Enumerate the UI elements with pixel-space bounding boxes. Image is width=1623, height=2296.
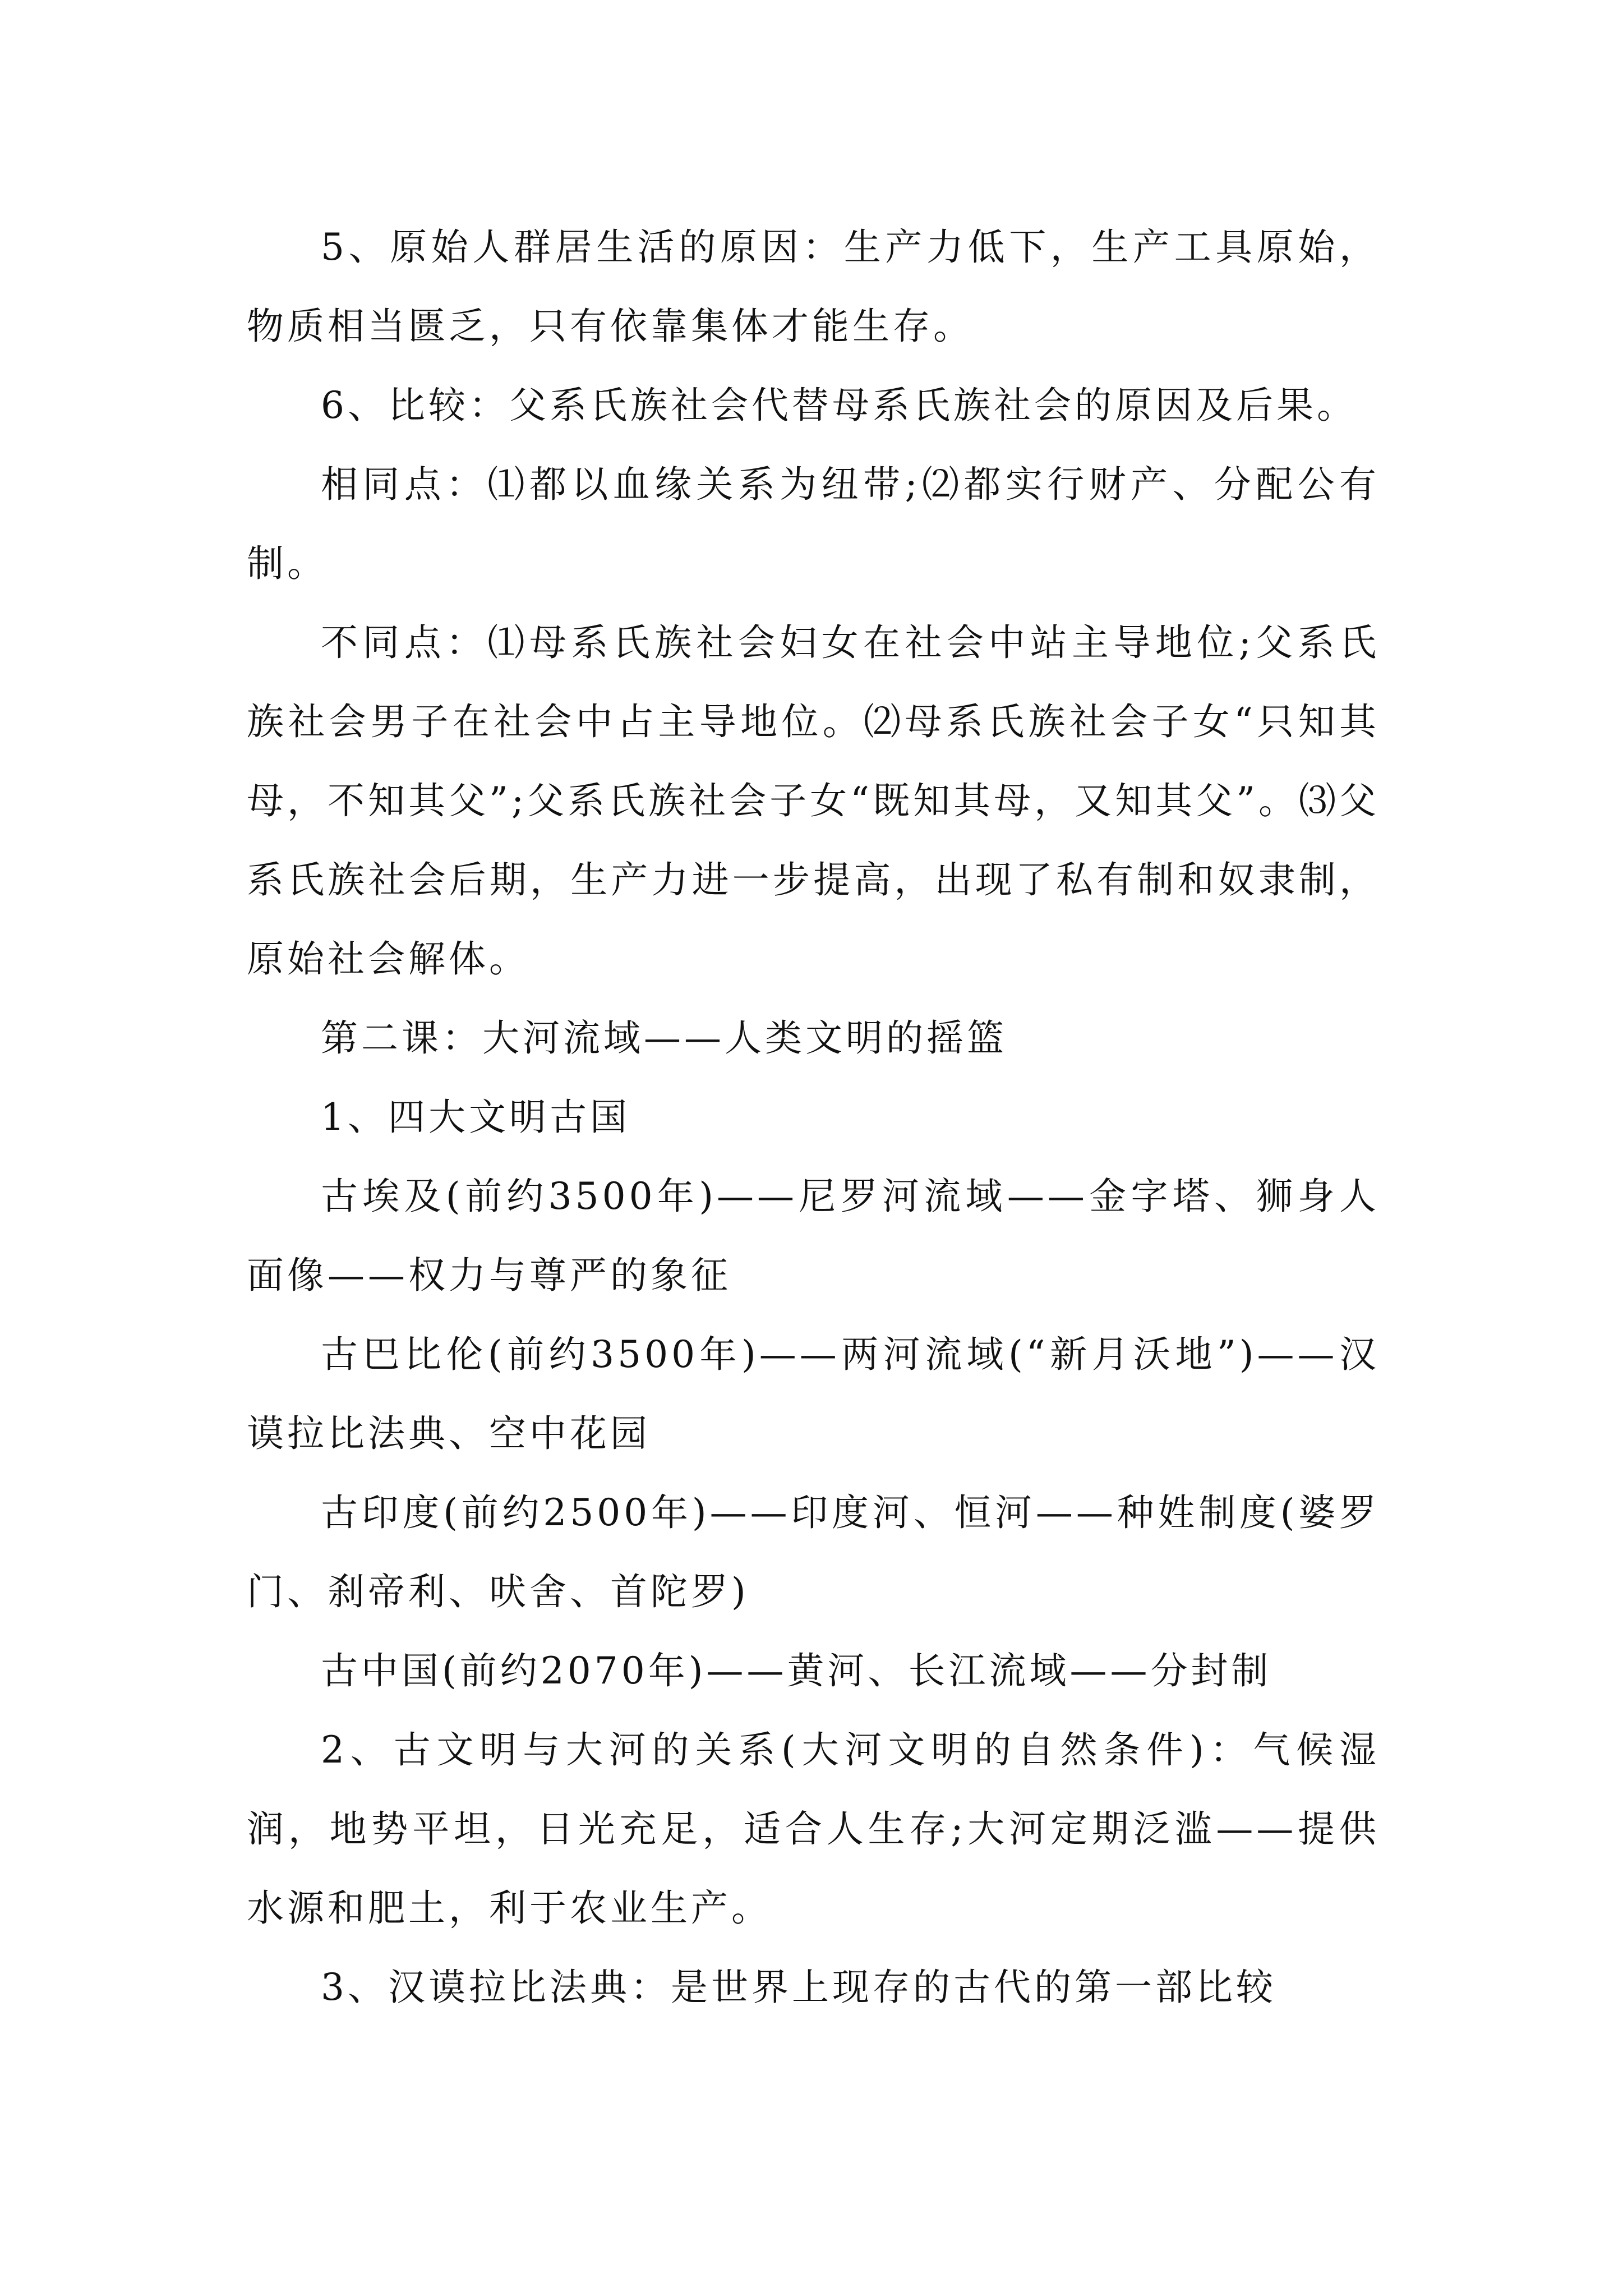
paragraph-comparison-heading: 6、比较：父系氏族社会代替母系氏族社会的原因及后果。 — [321, 384, 1357, 427]
document-body — [247, 208, 1380, 2027]
paragraph-hammurabi-code: 3、汉谟拉比法典：是世界上现存的古代的第一部比较 — [321, 1966, 1276, 2009]
paragraph-similarities: 相同点：⑴都以血缘关系为纽带;⑵都实行财产、分配公有制。 — [247, 463, 1380, 585]
paragraph-ancient-egypt: 古埃及(前约3500年)——尼罗河流域——金字塔、狮身人面像——权力与尊严的象征 — [247, 1175, 1380, 1297]
paragraph-four-civilizations: 1、四大文明古国 — [321, 1096, 630, 1139]
paragraph-ancient-babylon: 古巴比伦(前约3500年)——两河流域(“新月沃地”)——汉谟拉比法典、空中花园 — [247, 1333, 1380, 1455]
paragraph-ancient-india: 古印度(前约2500年)——印度河、恒河——种姓制度(婆罗门、刹帝利、吠舍、首陀罗) — [247, 1491, 1380, 1613]
paragraph-differences: 不同点：⑴母系氏族社会妇女在社会中站主导地位;父系氏族社会男子在社会中占主导地位。⑵母系氏族社会子女“只知其母，不知其父”;父系氏族社会子女“既知其母，又知其父”。⑶父系氏族社会后期，生产力进一步提高，出现了私有制和奴隶制，原始社会解体。 — [247, 621, 1380, 981]
paragraph-rivers-relation: 2、古文明与大河的关系(大河文明的自然条件)：气候湿润，地势平坦，日光充足，适合人生存;大河定期泛滥——提供水源和肥土，利于农业生产。 — [247, 1728, 1380, 1930]
lesson-two-title: 第二课：大河流域——人类文明的摇篮 — [321, 1016, 1007, 1060]
paragraph-ancient-china: 古中国(前约2070年)——黄河、长江流域——分封制 — [321, 1649, 1272, 1692]
paragraph-primitive-group-life: 5、原始人群居生活的原因：生产力低下，生产工具原始，物质相当匮乏，只有依靠集体才能生存。 — [247, 226, 1380, 348]
